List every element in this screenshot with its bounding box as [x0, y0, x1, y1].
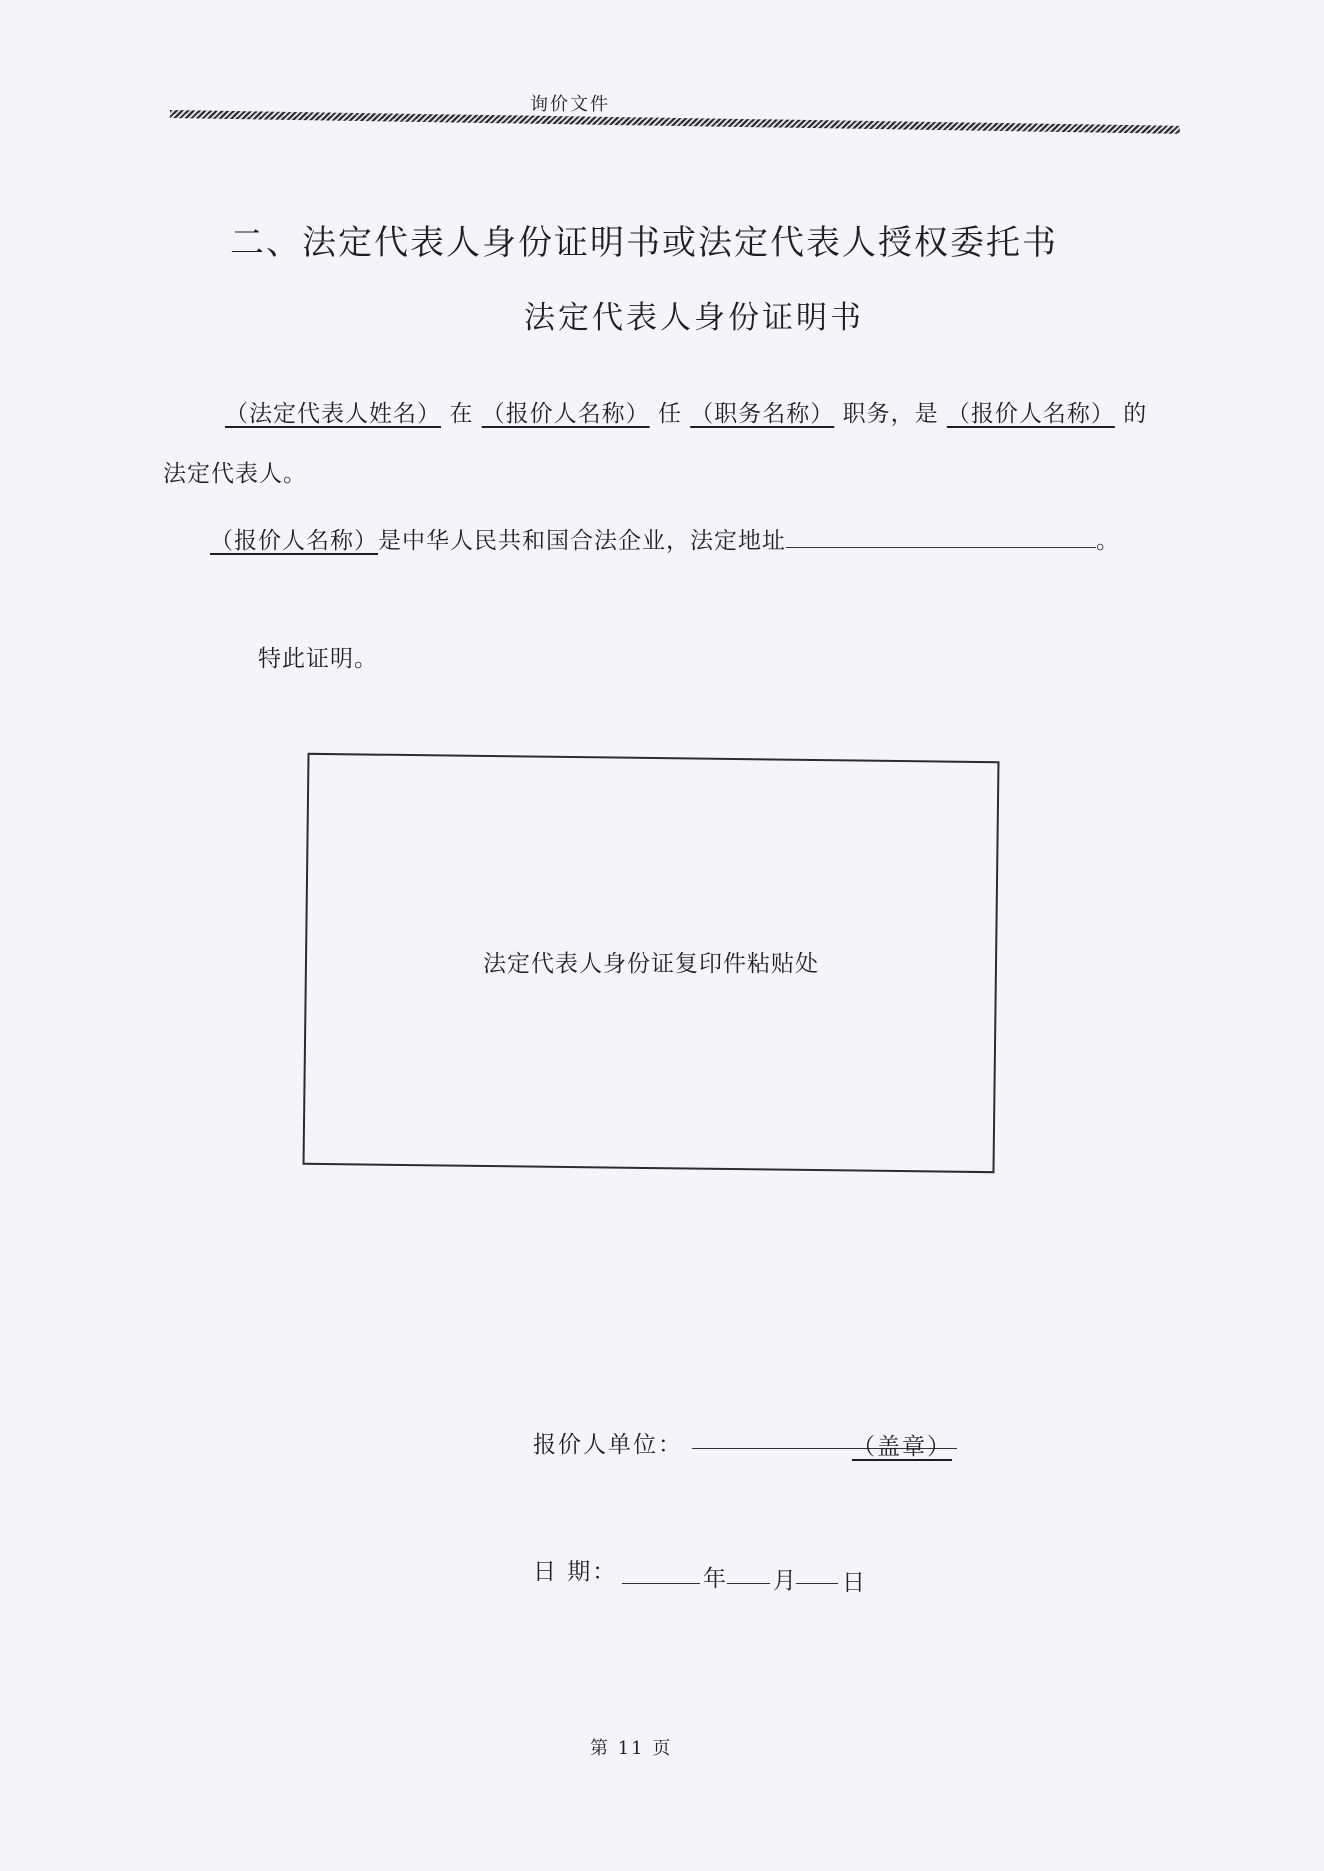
bidder-unit-label: 报价人单位：	[533, 1432, 683, 1458]
month-label: 月	[773, 1568, 796, 1594]
bidder-name-field-2: （报价人名称）	[946, 401, 1115, 427]
header-rule	[170, 110, 1180, 134]
paragraph-1-line-2: 法定代表人。	[163, 461, 307, 487]
day-label: 日	[842, 1570, 865, 1596]
year-label: 年	[703, 1566, 726, 1592]
section-title: 二、法定代表人身份证明书或法定代表人授权委托书	[230, 223, 1058, 263]
text-at: 在	[449, 401, 474, 427]
text-of: 的	[1123, 401, 1148, 427]
paragraph-2	[210, 522, 1120, 555]
day-blank	[796, 1583, 838, 1584]
address-blank	[786, 525, 1096, 548]
legal-rep-name-field: （法定代表人姓名）	[225, 401, 441, 427]
year-blank	[622, 1583, 700, 1584]
text-hold: 任	[657, 401, 682, 427]
certification-text: 特此证明。	[258, 646, 378, 672]
bidder-name-field: （报价人名称）	[481, 401, 650, 427]
month-blank	[727, 1583, 770, 1584]
bidder-name-field-3: （报价人名称）	[210, 528, 378, 554]
seal-label: （盖章）	[852, 1434, 952, 1460]
position-field: （职务名称）	[690, 401, 835, 427]
document-title: 法定代表人身份证明书	[524, 300, 864, 336]
header-text: 询价文件	[530, 94, 610, 115]
paragraph-2-text: 是中华人民共和国合法企业，法定地址	[378, 528, 786, 554]
paragraph-1	[225, 395, 1147, 428]
date-label: 日 期：	[533, 1559, 618, 1585]
paragraph-2-end: 。	[1096, 528, 1120, 554]
id-copy-box-label: 法定代表人身份证复印件粘贴处	[483, 951, 819, 977]
text-duty: 职务，是	[842, 401, 939, 427]
page-number: 第 11 页	[590, 1738, 673, 1759]
